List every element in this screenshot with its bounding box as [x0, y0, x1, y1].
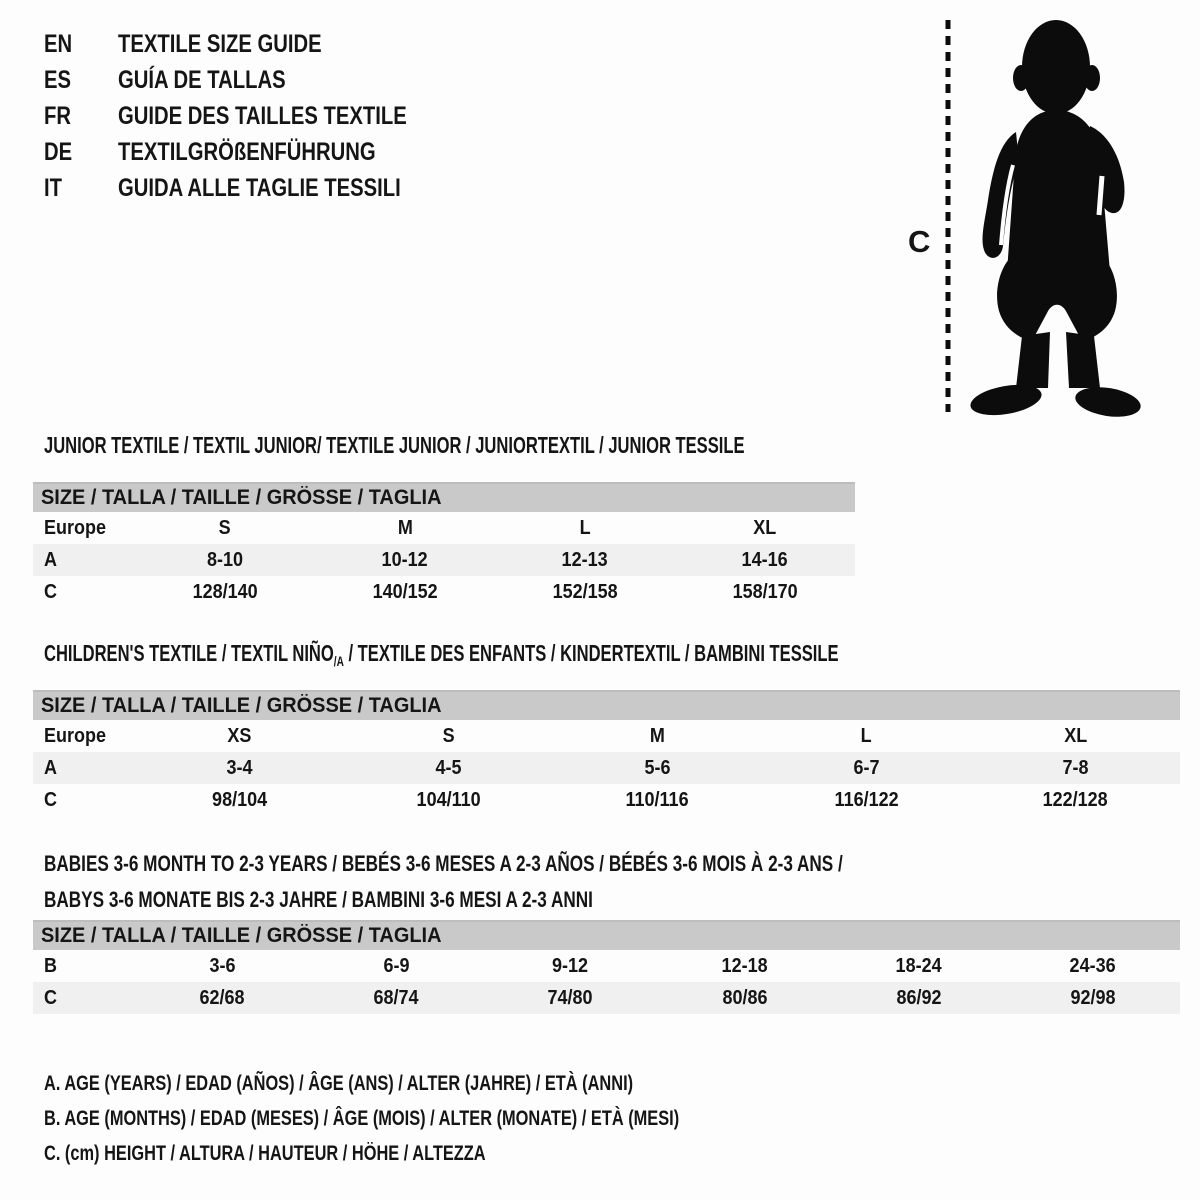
height-cell: 140/152	[372, 580, 438, 603]
age-cell: 7-8	[1062, 756, 1089, 779]
size-cell: M	[649, 724, 665, 747]
language-code-fr: FR	[44, 101, 71, 130]
row-label-europe: Europe	[44, 516, 107, 539]
age-cell: 24-36	[1069, 954, 1116, 977]
guide-title-en: TEXTILE SIZE GUIDE	[118, 29, 322, 58]
height-cell: 92/98	[1070, 986, 1116, 1009]
row-label-c: C	[44, 580, 58, 603]
language-row-fr	[44, 98, 475, 134]
language-code-it: IT	[44, 173, 62, 202]
size-header-label: SIZE / TALLA / TAILLE / GRÖSSE / TAGLIA	[41, 486, 442, 509]
size-cell: S	[218, 516, 232, 539]
language-title-block	[44, 26, 475, 206]
legend-line-a: A. AGE (YEARS) / EDAD (AÑOS) / ÂGE (ANS) / ALTER (JAHRE) / ETÀ (ANNI)	[44, 1071, 634, 1095]
babies-title-line2: BABYS 3-6 MONATE BIS 2-3 JAHRE / BAMBINI 3-6 MESI A 2-3 ANNI	[44, 887, 593, 912]
legend-line-b: B. AGE (MONTHS) / EDAD (MESES) / ÂGE (MOIS) / ALTER (MONATE) / ETÀ (MESI)	[44, 1106, 680, 1130]
row-label-b: B	[44, 954, 58, 977]
row-label-c: C	[44, 986, 58, 1009]
table-header-row	[33, 483, 855, 512]
row-label-a: A	[44, 756, 58, 779]
elbow-body-gap-detail	[1099, 176, 1102, 215]
guide-title-fr: GUIDE DES TAILLES TEXTILE	[118, 101, 407, 130]
children-section-title: CHILDREN'S TEXTILE / TEXTIL $NIÑO_{/A}$ / TEXTILE DES ENFANTS / KINDERTEXTIL / BAMBINI TESSILE	[44, 640, 839, 669]
height-cell: 80/86	[722, 986, 768, 1009]
babies-title-line1: BABIES 3-6 MONTH TO 2-3 YEARS / BEBÉS 3-6 MESES A 2-3 AÑOS / BÉBÉS 3-6 MOIS À 2-3 ANS /	[44, 851, 843, 876]
legend-line-c: C. (cm) HEIGHT / ALTURA / HAUTEUR / HÖHE / ALTEZZA	[44, 1141, 486, 1165]
children-size-table	[33, 690, 1180, 816]
measure-legend	[44, 1066, 858, 1171]
height-cell: 116/122	[834, 788, 899, 811]
age-cell: 9-12	[552, 954, 589, 977]
age-cell: 3-4	[226, 756, 253, 779]
language-row-it	[44, 170, 475, 206]
age-cell: 14-16	[741, 548, 789, 571]
size-cell: L	[861, 724, 872, 747]
age-cell: 6-9	[383, 954, 410, 977]
guide-title-it: GUIDA ALLE TAGLIE TESSILI	[118, 173, 401, 202]
language-row-de	[44, 134, 475, 170]
height-cell: 152/158	[552, 580, 618, 603]
row-label-europe: Europe	[44, 724, 107, 747]
table-row-c	[33, 982, 1180, 1014]
language-row-es	[44, 62, 475, 98]
age-cell: 12-13	[561, 548, 609, 571]
age-cell: 5-6	[644, 756, 671, 779]
table-row-a	[33, 544, 855, 576]
size-cell: XL	[1063, 724, 1088, 747]
size-header-label: SIZE / TALLA / TAILLE / GRÖSSE / TAGLIA	[41, 694, 442, 717]
age-cell: 10-12	[381, 548, 429, 571]
height-figure	[900, 10, 1150, 422]
language-code-de: DE	[44, 137, 73, 166]
size-cell: S	[442, 724, 455, 747]
toddler-silhouette	[968, 20, 1143, 421]
table-row-b	[33, 950, 1180, 982]
table-row-a	[33, 752, 1180, 784]
height-cell: 74/80	[547, 986, 593, 1009]
age-cell: 4-5	[435, 756, 462, 779]
size-cell: XL	[753, 516, 777, 539]
row-label-c: C	[44, 788, 58, 811]
table-header-row	[33, 921, 1180, 950]
size-cell: XS	[227, 724, 252, 747]
age-cell: 3-6	[209, 954, 236, 977]
size-cell: M	[397, 516, 413, 539]
title-subscript: /A	[333, 653, 344, 669]
language-code-en: EN	[44, 29, 73, 58]
height-cell: 86/92	[896, 986, 942, 1009]
junior-section-title: JUNIOR TEXTILE / TEXTIL JUNIOR/ TEXTILE JUNIOR / JUNIORTEXTIL / JUNIOR TESSILE	[44, 432, 745, 458]
height-cell: 68/74	[373, 986, 419, 1009]
row-label-a: A	[44, 548, 58, 571]
junior-size-table	[33, 482, 855, 608]
table-row-europe	[33, 512, 855, 544]
height-cell: 128/140	[192, 580, 258, 603]
language-row-en	[44, 26, 475, 62]
height-cell: 110/116	[625, 788, 690, 811]
age-cell: 8-10	[206, 548, 244, 571]
language-code-es: ES	[44, 65, 72, 94]
height-cell: 104/110	[416, 788, 481, 811]
height-figure-graphic	[900, 10, 1150, 422]
size-header-label: SIZE / TALLA / TAILLE / GRÖSSE / TAGLIA	[41, 924, 442, 947]
height-measure-label-c: C	[908, 224, 931, 259]
table-row-europe	[33, 720, 1180, 752]
size-cell: L	[579, 516, 591, 539]
guide-title-es: GUÍA DE TALLAS	[118, 65, 286, 94]
age-cell: 18-24	[895, 954, 942, 977]
babies-section-title	[44, 846, 1068, 918]
table-row-c	[33, 784, 1180, 816]
age-cell: 6-7	[853, 756, 880, 779]
height-cell: 98/104	[211, 788, 268, 811]
babies-size-table	[33, 920, 1180, 1014]
height-cell: 122/128	[1042, 788, 1109, 811]
height-cell: 62/68	[199, 986, 245, 1009]
age-cell: 12-18	[721, 954, 768, 977]
table-row-c	[33, 576, 855, 608]
table-header-row	[33, 691, 1180, 720]
height-cell: 158/170	[732, 580, 798, 603]
guide-title-de: TEXTILGRÖßENFÜHRUNG	[118, 137, 376, 166]
